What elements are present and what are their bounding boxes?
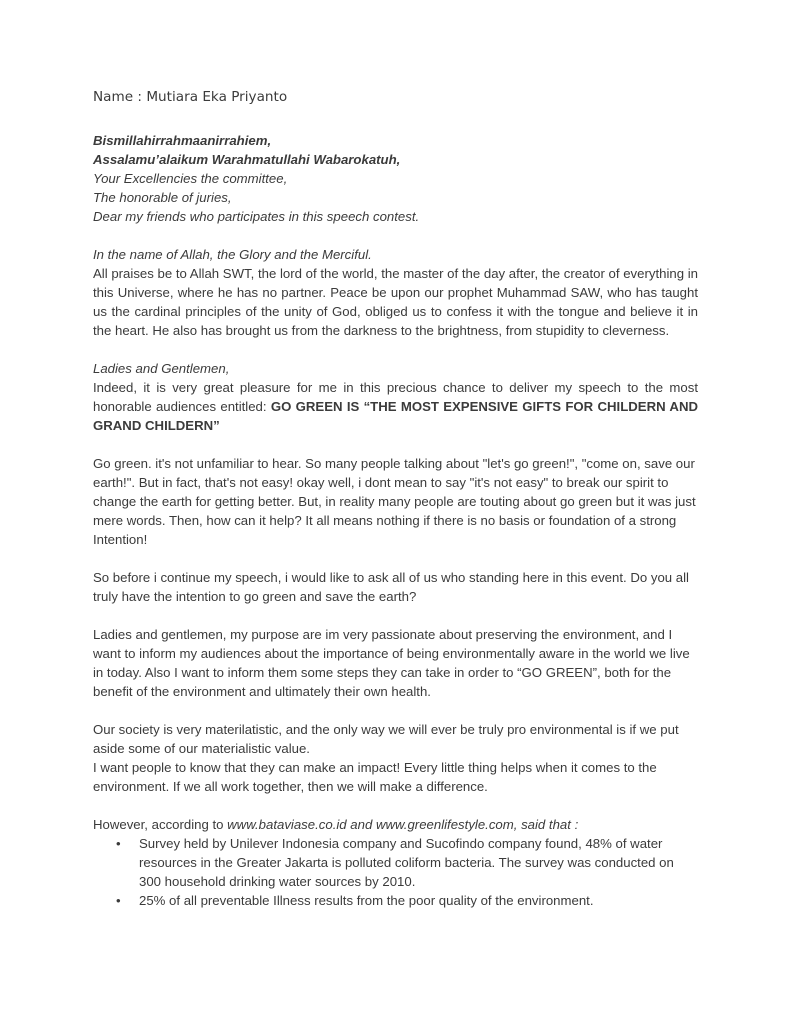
opening-block bbox=[93, 245, 698, 340]
sources-block bbox=[93, 815, 698, 910]
intro-text: Indeed, it is very great pleasure for me in this precious chance to deliver my speech to the most honorable audiences entitled: bbox=[93, 380, 698, 414]
however-text: However, according to bbox=[93, 817, 228, 832]
question-paragraph: So before i continue my speech, i would like to ask all of us who standing here in this event. Do you all truly have the intention to go green and save the earth? bbox=[93, 570, 689, 604]
opening-italic-line: In the name of Allah, the Glory and the Merciful. bbox=[93, 247, 372, 262]
ladies-gentlemen-line: Ladies and Gentlemen, bbox=[93, 361, 230, 376]
intro-block bbox=[93, 359, 698, 435]
facts-list bbox=[93, 834, 698, 910]
list-item-text: 25% of all preventable Illness results from the poor quality of the environment. bbox=[139, 893, 594, 908]
bullet-icon: • bbox=[116, 836, 121, 851]
greeting-committee: Your Excellencies the committee, bbox=[93, 171, 288, 186]
greeting-salam: Assalamu’alaikum Warahmatullahi Wabarokatuh, bbox=[93, 152, 401, 167]
greeting-friends: Dear my friends who participates in this speech contest. bbox=[93, 209, 420, 224]
sources-line bbox=[93, 815, 698, 834]
purpose-paragraph: Ladies and gentlemen, my purpose are im very passionate about preserving the environment, and I want to inform my audiences about the importance of being environmentally aware in the world we live in today. Also I want to inform them some steps they can take in order to “GO GREEN”, both for the benefit of the environment and ultimately their own health. bbox=[93, 627, 690, 699]
greeting-bismillah: Bismillahirrahmaanirrahiem, bbox=[93, 133, 272, 148]
intro-paragraph bbox=[93, 378, 698, 435]
bullet-icon: • bbox=[116, 893, 121, 908]
go-green-paragraph: Go green. it's not unfamiliar to hear. So many people talking about "let's go green!", "come on, save our earth!". But in fact, that's not easy! okay well, i dont mean to say "it's not easy" to break our spirit to change the earth for getting better. But, in reality many people are touting about go green but it was just mere words. Then, how can it help? It all means nothing if there is no basis or foundation of a strong Intention! bbox=[93, 456, 696, 547]
list-item-text: Survey held by Unilever Indonesia company and Sucofindo company found, 48% of water resources in the Greater Jakarta is polluted coliform bacteria. The survey was conducted on 300 household drinking water sources by 2010. bbox=[139, 836, 674, 889]
society-block bbox=[93, 720, 698, 796]
speech-title: GO GREEN IS “THE MOST EXPENSIVE GIFTS FOR CHILDERN AND GRAND CHILDERN” bbox=[93, 399, 698, 433]
document-page bbox=[93, 88, 698, 910]
author-name: Name : Mutiara Eka Priyanto bbox=[93, 89, 288, 105]
list-item bbox=[93, 834, 698, 891]
source-links: www.bataviase.co.id and www.greenlifestyle.com, said that : bbox=[227, 817, 579, 832]
list-item bbox=[93, 891, 698, 910]
greetings-block bbox=[93, 131, 698, 226]
opening-paragraph: All praises be to Allah SWT, the lord of the world, the master of the day after, the creator of everything in this Universe, where he has no partner. Peace be upon our prophet Muhammad SAW, who has taught us the cardinal principles of the unity of God, obliged us to confess it with the tongue and believe it in the heart. He also has brought us from the darkness to the brightness, from stupidity to cleverness. bbox=[93, 266, 698, 338]
society-paragraph: Our society is very materilatistic, and the only way we will ever be truly pro environmental is if we put aside some of our materialistic value. bbox=[93, 722, 679, 756]
impact-paragraph: I want people to know that they can make an impact! Every little thing helps when it comes to the environment. If we all work together, then we will make a difference. bbox=[93, 760, 657, 794]
greeting-juries: The honorable of juries, bbox=[93, 190, 232, 205]
